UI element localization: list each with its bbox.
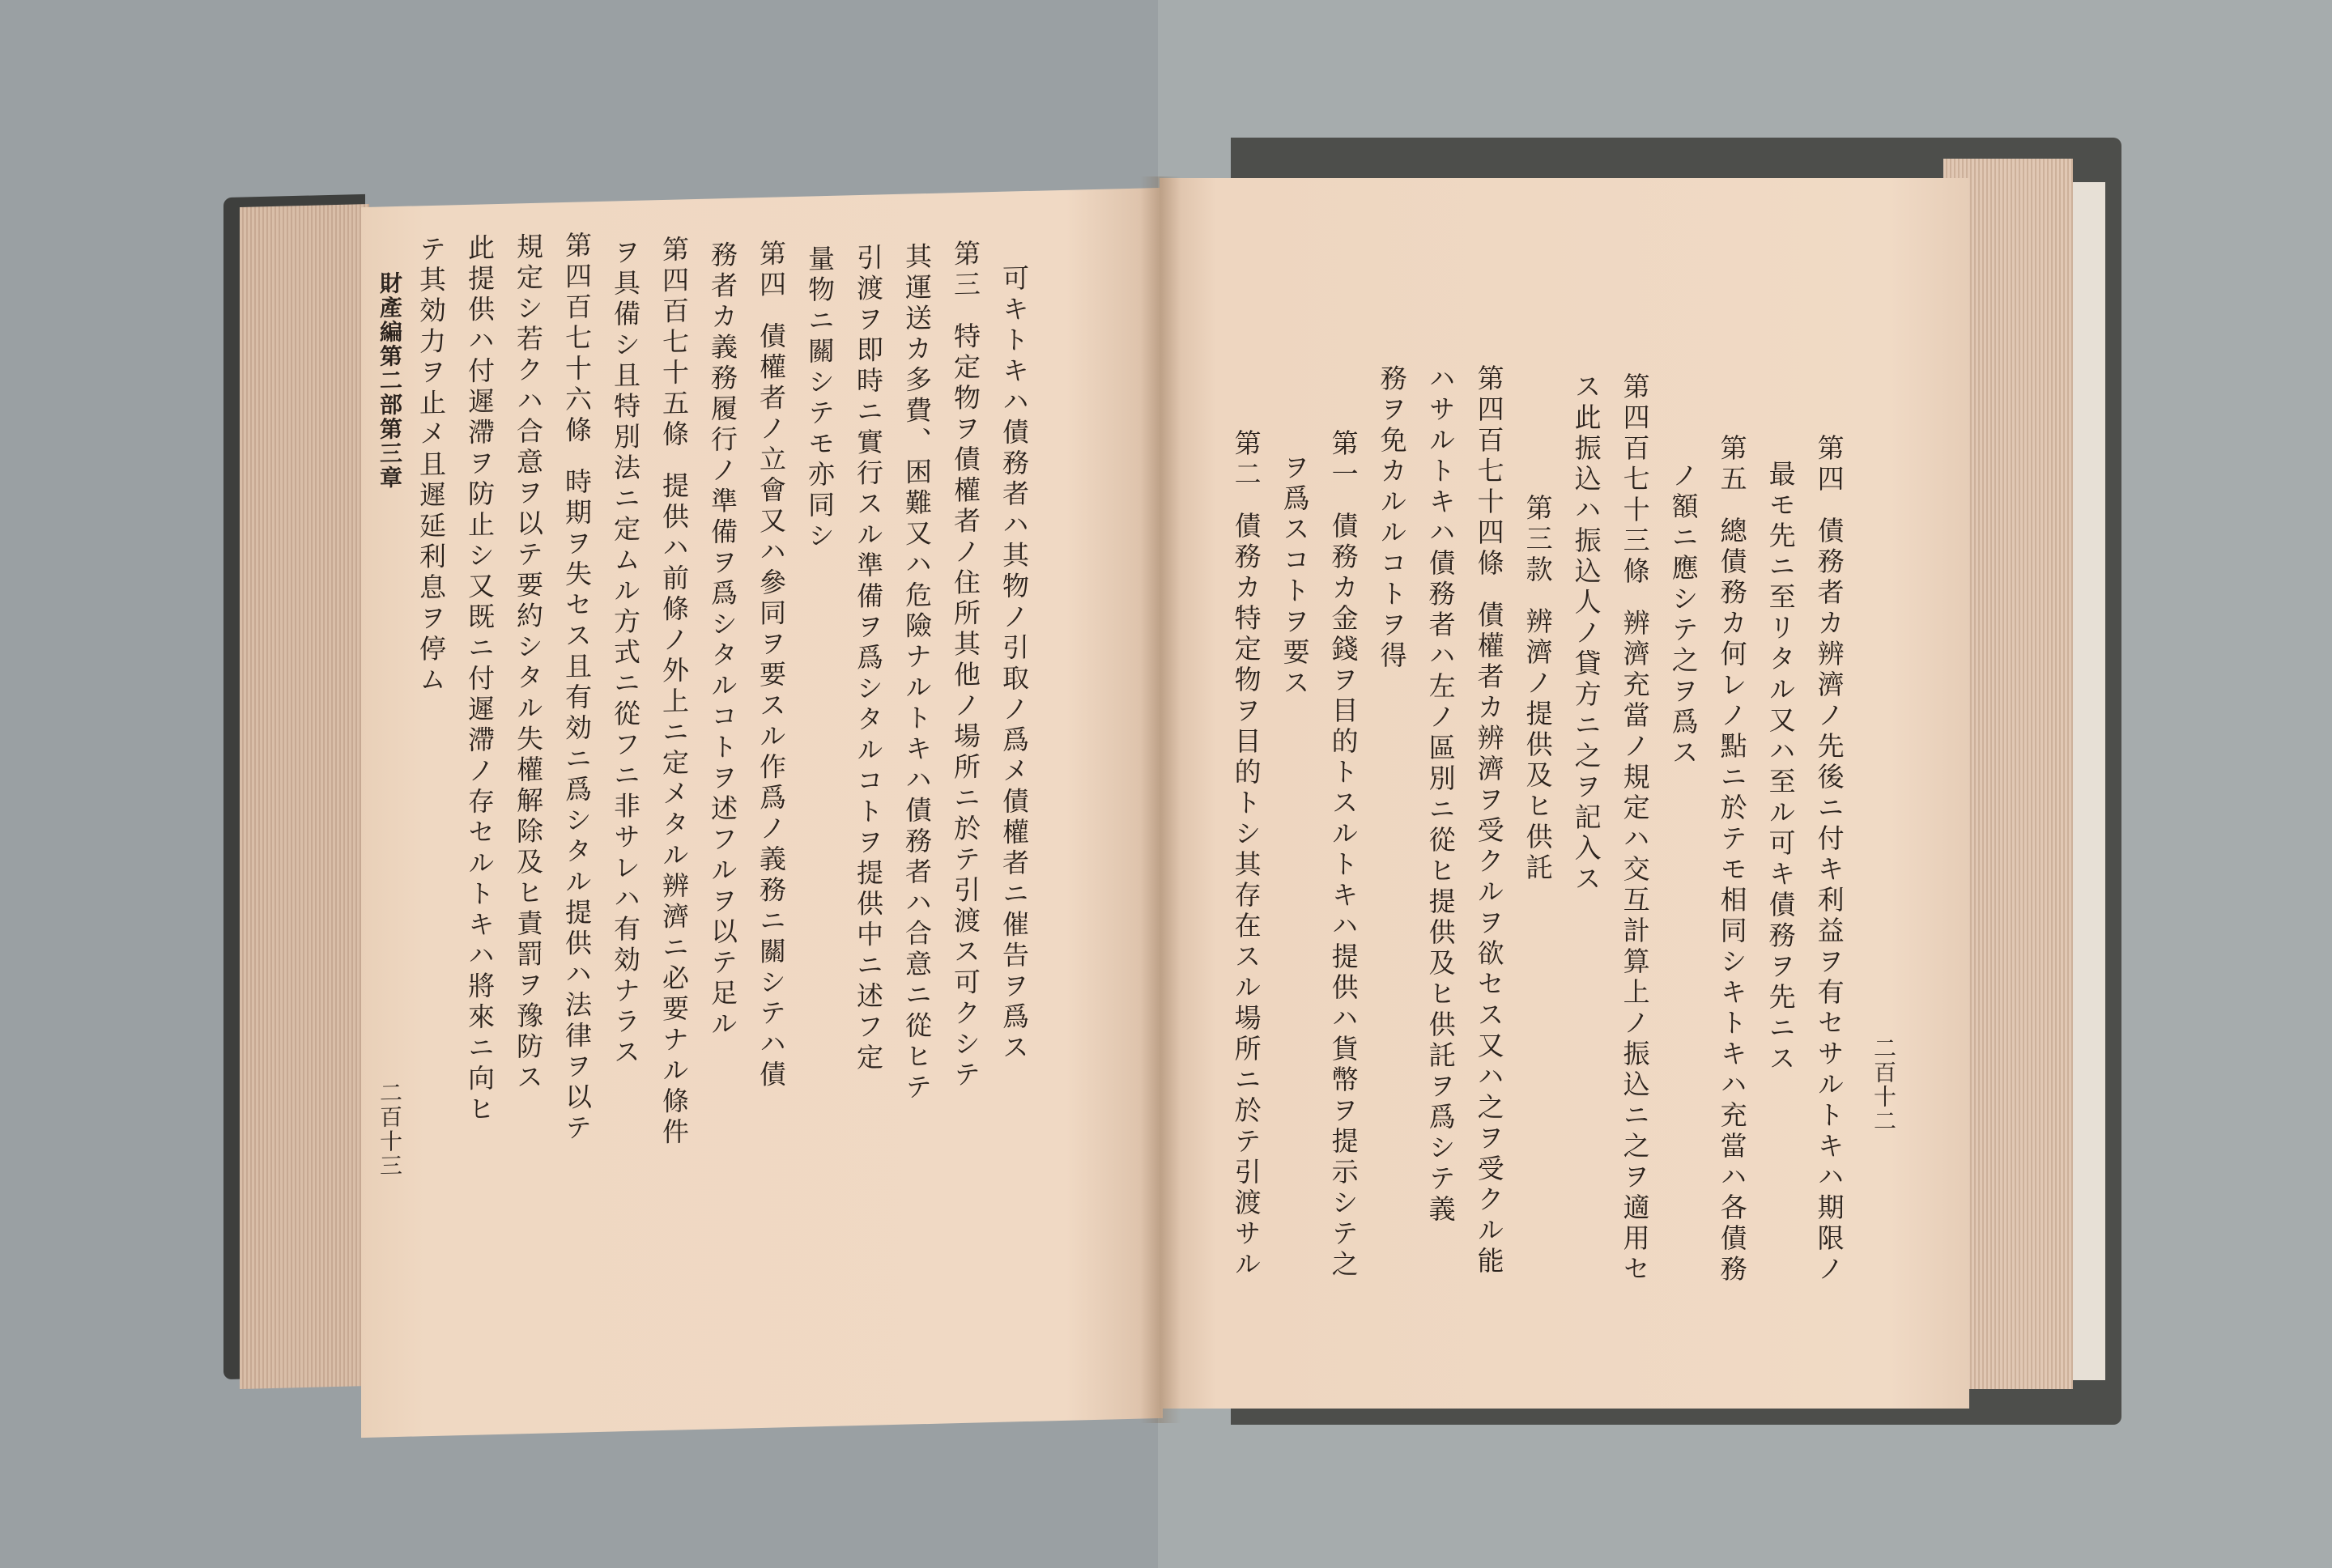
text-column: テ其効力ヲ止メ且遲延利息ヲ停ム bbox=[415, 234, 447, 697]
running-head: 財產編第二部第三章 bbox=[377, 270, 403, 491]
text-column: 第四百七十三條辨濟充當ノ規定ハ交互計算上ノ振込ニ之ヲ適用セ bbox=[1619, 372, 1651, 1285]
text-column: ヲ爲スコトヲ要ス bbox=[1279, 453, 1311, 699]
book-gutter bbox=[1140, 176, 1181, 1423]
text-column: 第四債務者カ辨濟ノ先後ニ付キ利益ヲ有セサルトキハ期限ノ bbox=[1813, 434, 1845, 1285]
text-column: 第三款辨濟ノ提供及ヒ供託 bbox=[1521, 494, 1554, 884]
text-column: 第四百七十五條提供ハ前條ノ外上ニ定メタル辨濟ニ必要ナル條件 bbox=[658, 235, 690, 1149]
left-page bbox=[361, 188, 1163, 1438]
text-column: 可キトキハ債務者ハ其物ノ引取ノ爲メ債權者ニ催告ヲ爲ス bbox=[998, 263, 1030, 1064]
text-column: 最モ先ニ至リタル又ハ至ル可キ債務ヲ先ニス bbox=[1764, 460, 1797, 1075]
text-column: 務ヲ免カルルコトヲ得 bbox=[1376, 364, 1408, 672]
text-column: 第四百七十六條時期ヲ失セス且有効ニ爲シタル提供ハ法律ヲ以テ bbox=[561, 231, 593, 1145]
text-column: 第四百七十四條債權者カ辨濟ヲ受クルヲ欲セス又ハ之ヲ受クル能 bbox=[1473, 364, 1505, 1277]
text-column: ヲ具備シ且特別法ニ定ムル方式ニ從フニ非サレハ有効ナラス bbox=[610, 237, 641, 1069]
text-column: 量物ニ關シテモ亦同シ bbox=[804, 244, 836, 553]
text-column: 第五總債務カ何レノ點ニ於テモ相同シキトキハ充當ハ各債務 bbox=[1716, 434, 1748, 1285]
page-number: 二百十三 bbox=[377, 1080, 403, 1179]
text-column: ハサルトキハ債務者ハ左ノ區別ニ從ヒ提供及ヒ供託ヲ爲シテ義 bbox=[1424, 364, 1457, 1226]
text-column: 第二債務カ特定物ヲ目的トシ其存在スル場所ニ於テ引渡サル bbox=[1230, 429, 1262, 1281]
page-edges-left bbox=[240, 204, 369, 1389]
text-column: ス此振込ハ振込人ノ貸方ニ之ヲ記入ス bbox=[1570, 372, 1602, 895]
page-number: 二百十二 bbox=[1870, 1036, 1897, 1133]
text-column: 第三特定物ヲ債權者ノ住所其他ノ場所ニ於テ引渡ス可クシテ bbox=[950, 239, 981, 1092]
text-column: 引渡ヲ即時ニ實行スル準備ヲ爲シタルコトヲ提供中ニ述フ定 bbox=[853, 243, 884, 1075]
text-column: 規定シ若クハ合意ヲ以テ要約シタル失權解除及ヒ責罰ヲ豫防ス bbox=[513, 232, 544, 1094]
text-column: ノ額ニ應シテ之ヲ爲ス bbox=[1667, 461, 1700, 769]
text-column: 此提供ハ付遲滯ヲ防止シ又既ニ付遲滯ノ存セルトキハ將來ニ向ヒ bbox=[464, 233, 496, 1126]
right-page bbox=[1160, 178, 1969, 1409]
text-column: 務者カ義務履行ノ準備ヲ爲シタルコトヲ述フルヲ以テ足ル bbox=[707, 240, 738, 1041]
text-column: 其運送カ多費、困難又ハ危險ナルトキハ債務者ハ合意ニ從ヒテ bbox=[901, 241, 933, 1104]
text-column: 第一債務カ金錢ヲ目的トスルトキハ提供ハ貨幣ヲ提示シテ之 bbox=[1327, 429, 1360, 1281]
text-column: 第四債權者ノ立會又ハ參同ヲ要スル作爲ノ義務ニ關シテハ債 bbox=[755, 239, 787, 1092]
